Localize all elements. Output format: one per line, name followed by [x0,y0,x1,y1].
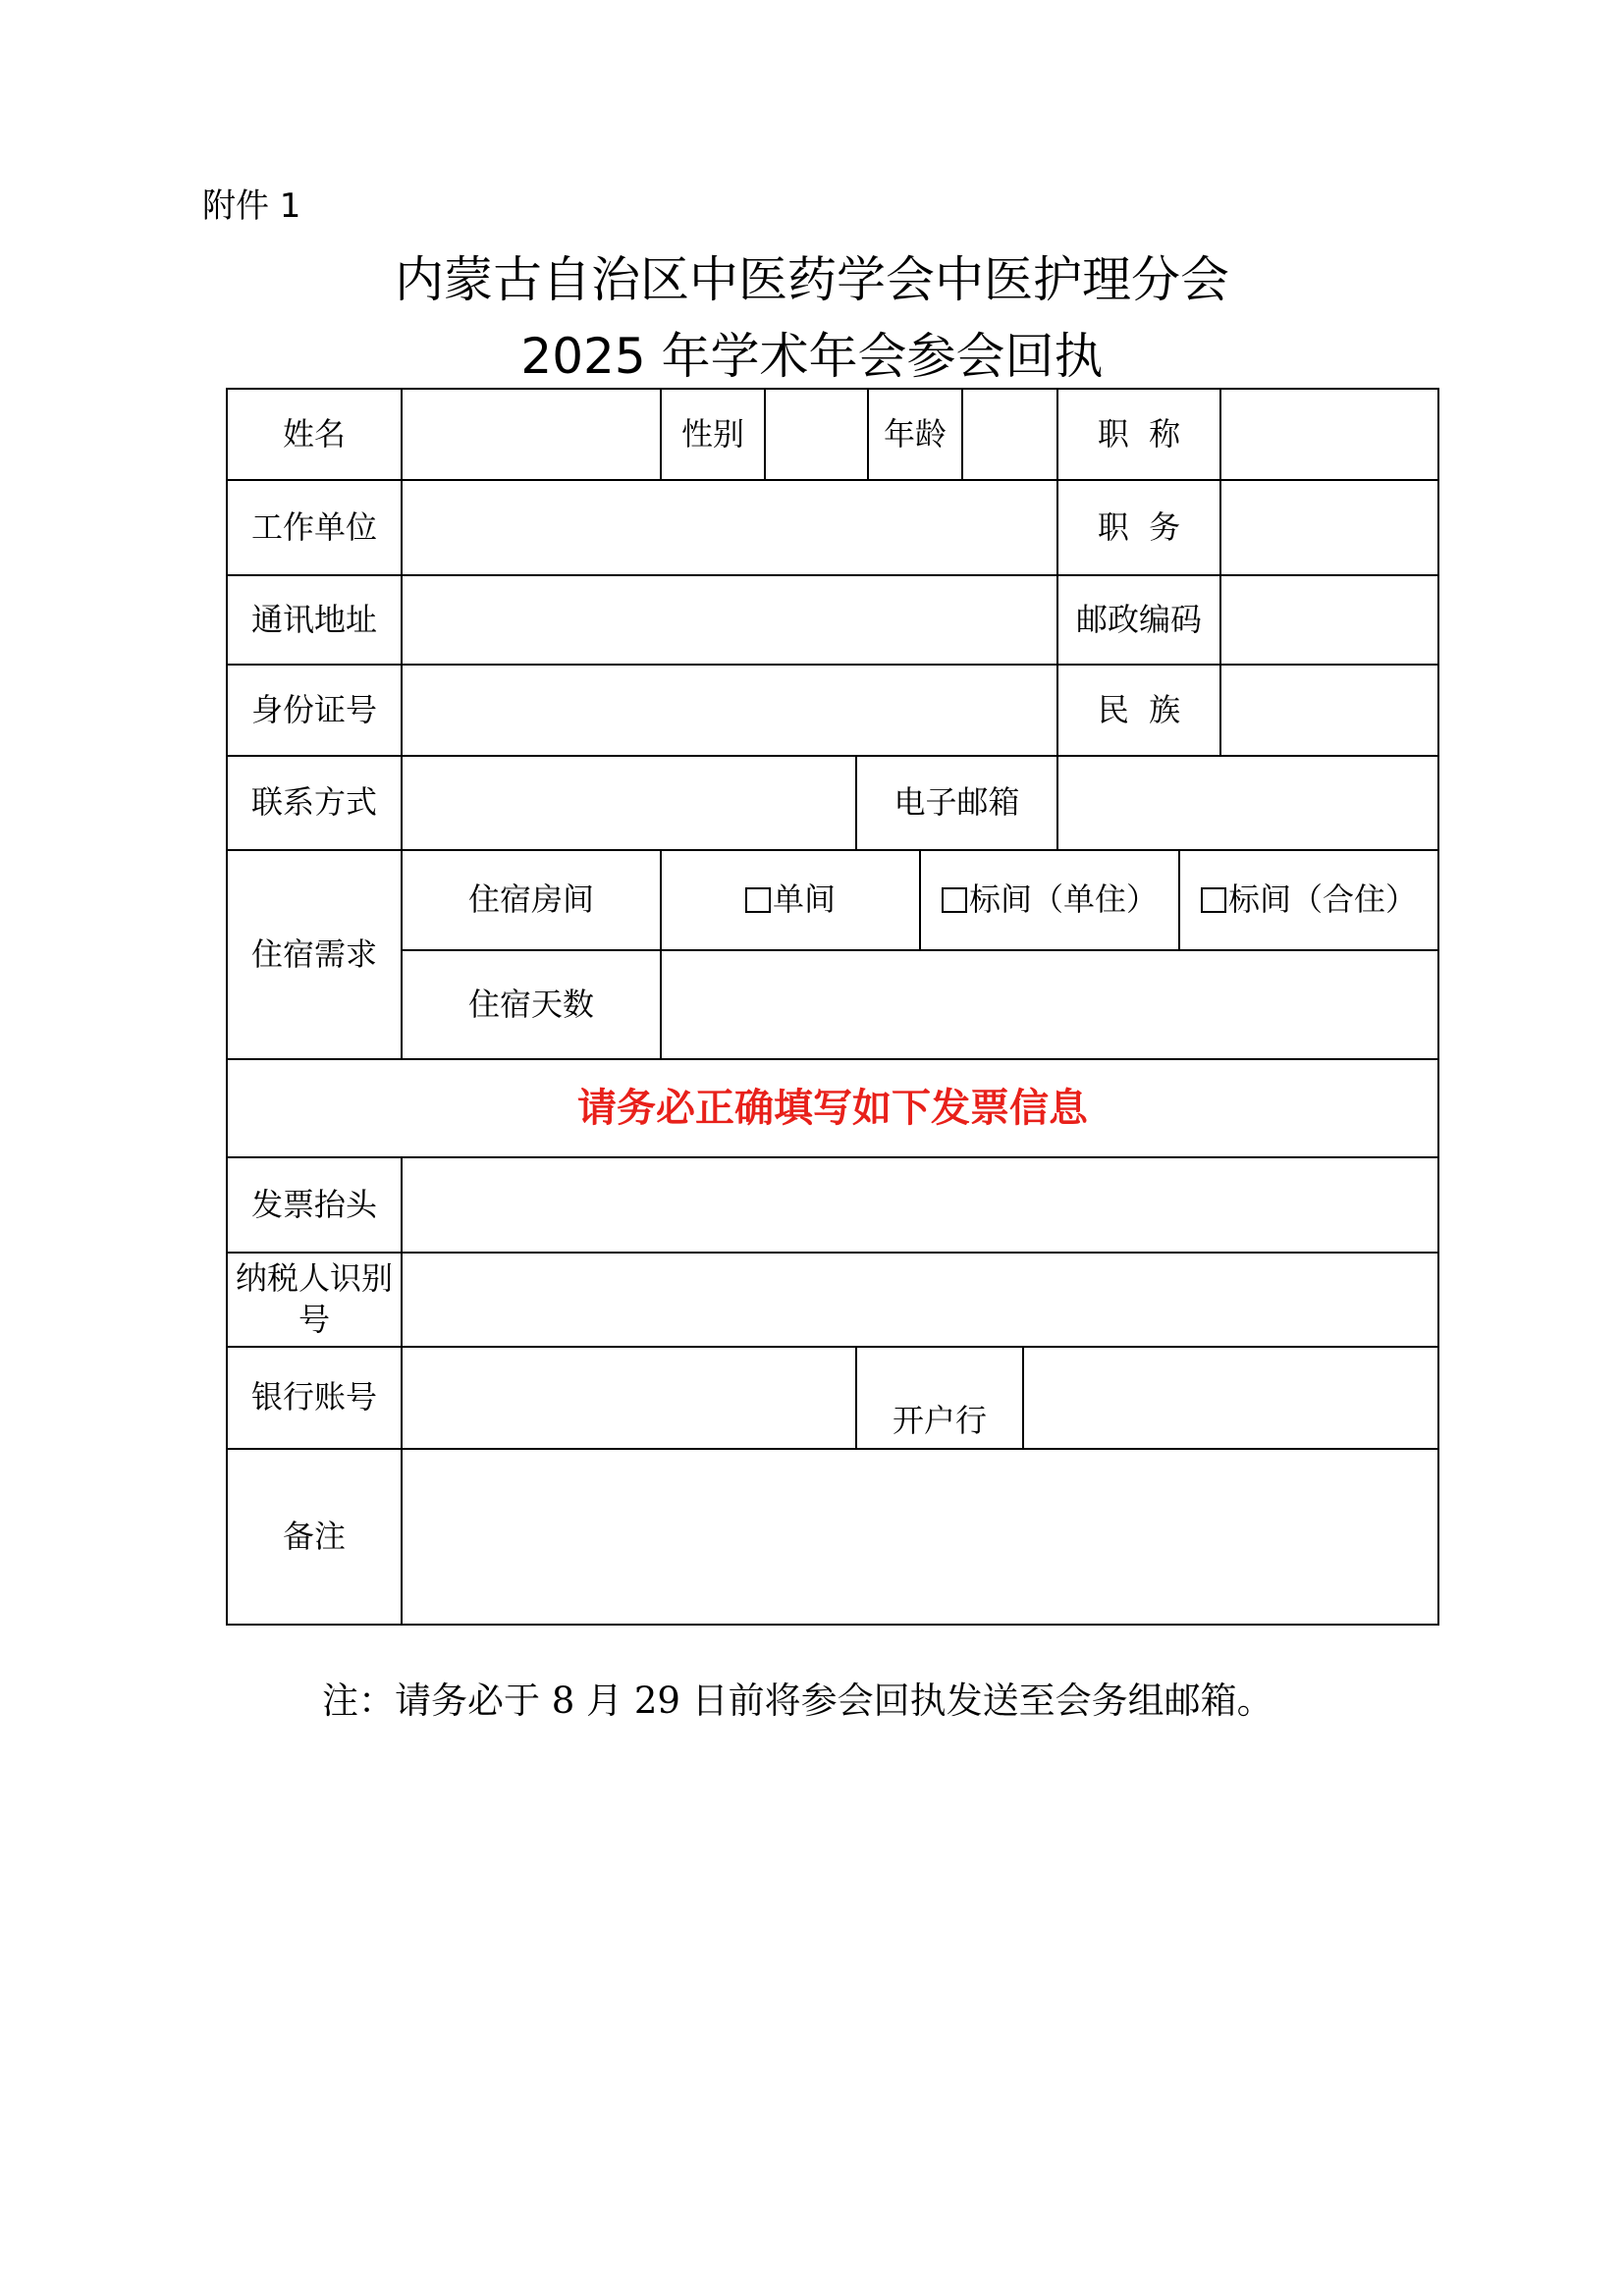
room-option-label: 标间（单住） [968,881,1158,919]
work-unit-label: 工作单位 [226,479,403,576]
job-title-label: 职 称 [1056,388,1221,481]
checkbox-icon[interactable] [942,887,967,913]
postcode-label: 邮政编码 [1056,574,1221,666]
position-field[interactable] [1219,479,1439,576]
lodging-label: 住宿需求 [226,849,403,1060]
remarks-field[interactable] [401,1448,1439,1626]
room-option-single[interactable] [660,849,921,951]
remarks-label: 备注 [226,1448,403,1626]
invoice-title-field[interactable] [401,1156,1439,1254]
email-label: 电子邮箱 [855,755,1058,851]
postcode-field[interactable] [1219,574,1439,666]
gender-label: 性别 [660,388,766,481]
room-option-standard-shared[interactable] [1178,849,1439,951]
room-option-label: 单间 [772,881,836,919]
gender-field[interactable] [764,388,869,481]
registration-form [226,388,1439,1629]
taxpayer-id-label: 纳税人识别号 [226,1252,403,1348]
contact-label: 联系方式 [226,755,403,851]
footer-note: 注：请务必于 8 月 29 日前将参会回执发送至会务组邮箱。 [322,1680,1273,1722]
job-title-field[interactable] [1219,388,1439,481]
age-label: 年龄 [867,388,963,481]
id-label: 身份证号 [226,664,403,757]
name-field[interactable] [401,388,662,481]
bank-field[interactable] [1022,1346,1439,1450]
ethnicity-label: 民 族 [1056,664,1221,757]
age-field[interactable] [961,388,1058,481]
bank-label: 开户行 [855,1346,1024,1450]
room-option-standard-single[interactable] [919,849,1180,951]
attachment-label: 附件 1 [202,187,301,226]
room-label: 住宿房间 [401,849,662,951]
address-label: 通讯地址 [226,574,403,666]
ethnicity-field[interactable] [1219,664,1439,757]
bank-account-label: 银行账号 [226,1346,403,1450]
checkbox-icon[interactable] [745,887,771,913]
taxpayer-id-field[interactable] [401,1252,1439,1348]
invoice-notice: 请务必正确填写如下发票信息 [226,1058,1439,1158]
checkbox-icon[interactable] [1201,887,1226,913]
address-field[interactable] [401,574,1058,666]
days-label: 住宿天数 [401,949,662,1060]
position-label: 职 务 [1056,479,1221,576]
contact-field[interactable] [401,755,857,851]
email-field[interactable] [1056,755,1439,851]
bank-account-field[interactable] [401,1346,857,1450]
room-option-label: 标间（合住） [1227,881,1417,919]
invoice-title-label: 发票抬头 [226,1156,403,1254]
name-label: 姓名 [226,388,403,481]
page-subtitle: 2025 年学术年会参会回执 [520,328,1104,385]
page-title: 内蒙古自治区中医药学会中医护理分会 [395,251,1229,308]
work-unit-field[interactable] [401,479,1058,576]
days-field[interactable] [660,949,1439,1060]
id-field[interactable] [401,664,1058,757]
